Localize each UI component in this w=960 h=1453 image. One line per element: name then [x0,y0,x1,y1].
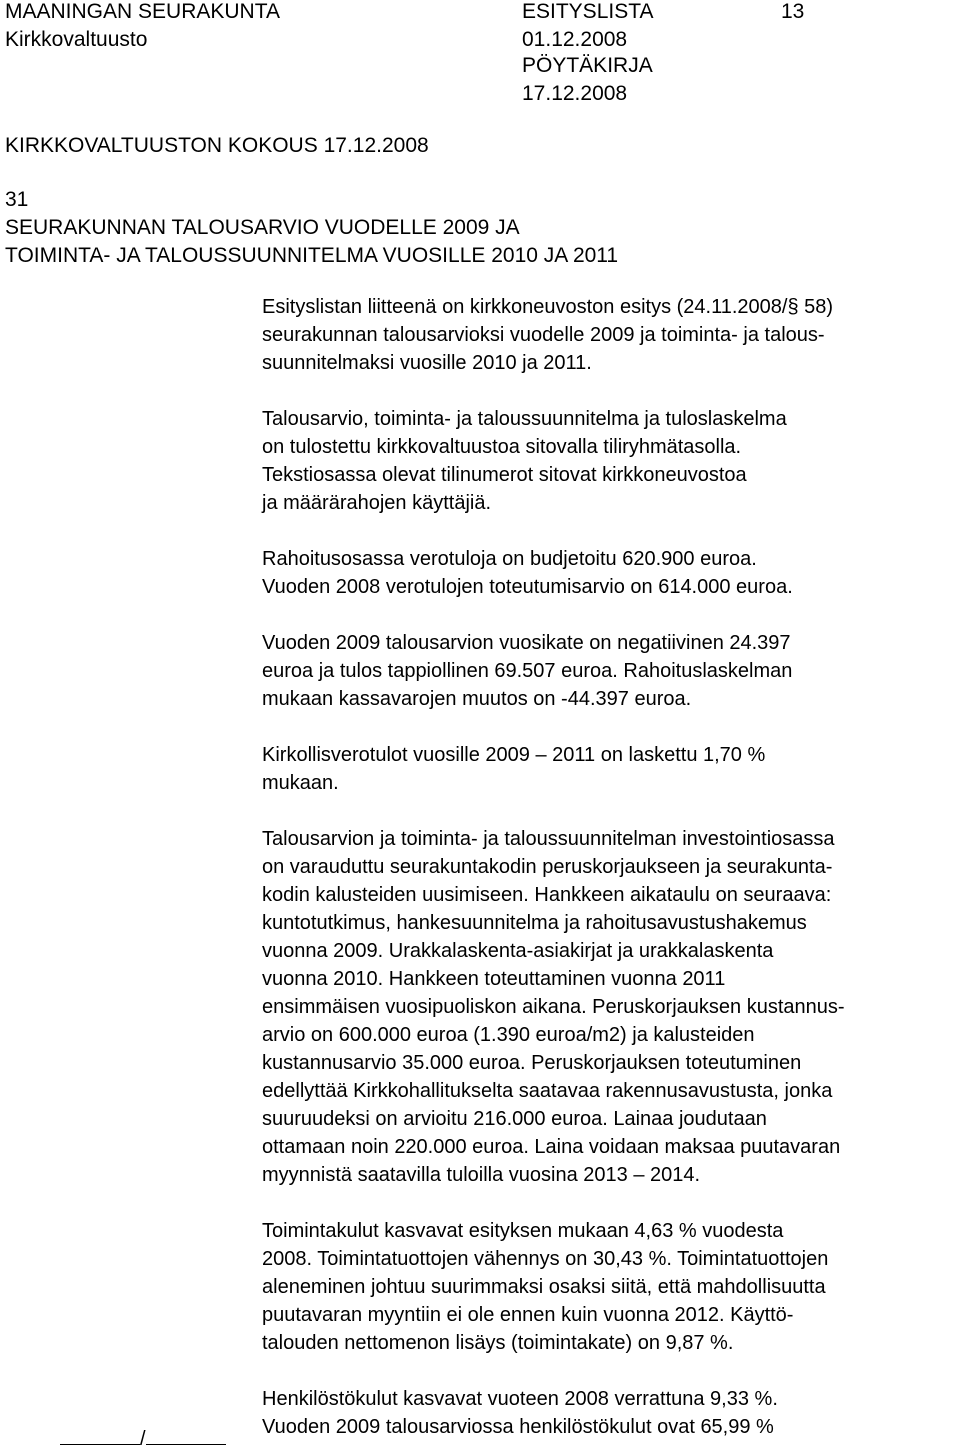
paragraph-line: kuntotutkimus, hankesuunnitelma ja rahoitusavustushakemus [262,912,807,934]
paragraph-line: Vuoden 2008 verotulojen toteutumisarvio on 614.000 euroa. [262,576,793,598]
paragraph-line: Esityslistan liitteenä on kirkkoneuvoston esitys (24.11.2008/§ 58) [262,296,834,318]
paragraph-line: arvio on 600.000 euroa (1.390 euroa/m2) ja kalusteiden [262,1024,755,1046]
paragraph-line: Toimintakulut kasvavat esityksen mukaan 4,63 % vuodesta [262,1220,784,1242]
body-name: Kirkkovaltuusto [5,28,148,51]
paragraph-line: vuonna 2010. Hankkeen toteuttaminen vuonna 2011 [262,968,726,990]
item-body [262,293,960,1441]
paragraph-line: myynnistä saatavilla tuloilla vuosina 2013 – 2014. [262,1164,701,1186]
paragraph-line: euroa ja tulos tappiollinen 69.507 euroa. Rahoituslaskelman [262,660,793,682]
paragraph [262,405,960,517]
item-title-line: TOIMINTA- JA TALOUSSUUNNITELMA VUOSILLE 2010 JA 2011 [5,244,619,267]
paragraph-line: Talousarvio, toiminta- ja taloussuunnitelma ja tuloslaskelma [262,408,787,430]
signature-separator: / [140,1428,146,1450]
paragraph-line: 2008. Toimintatuottojen vähennys on 30,43 %. Toimintatuottojen [262,1248,829,1270]
paragraph-line: Kirkollisverotulot vuosille 2009 – 2011 on laskettu 1,70 % [262,744,766,766]
paragraph-line: ensimmäisen vuosipuoliskon aikana. Peruskorjauksen kustannus- [262,996,845,1018]
paragraph-line: talouden nettomenon lisäys (toimintakate) on 9,87 %. [262,1332,734,1354]
paragraph-line: vuonna 2009. Urakkalaskenta-asiakirjat ja urakkalaskenta [262,940,774,962]
meeting-title: KIRKKOVALTUUSTON KOKOUS 17.12.2008 [5,134,429,157]
paragraph-line: suuruudeksi on arvioitu 216.000 euroa. Lainaa joudutaan [262,1108,767,1130]
paragraph-line: mukaan kassavarojen muutos on -44.397 euroa. [262,688,692,710]
paragraph [262,825,960,1189]
page-number: 13 [781,0,805,23]
paragraph [262,545,960,601]
paragraph-line: Rahoitusosassa verotuloja on budjetoitu 620.900 euroa. [262,548,757,570]
paragraph-line: suunnitelmaksi vuosille 2010 ja 2011. [262,352,592,374]
paragraph-line: mukaan. [262,772,339,794]
paragraph-line: ja määrärahojen käyttäjiä. [262,492,492,514]
paragraph-line: Tekstiosassa olevat tilinumerot sitovat kirkkoneuvostoa [262,464,747,486]
paragraph-line: puutavaran myyntiin ei ole ennen kuin vuonna 2012. Käyttö- [262,1304,794,1326]
paragraph-line: Talousarvion ja toiminta- ja taloussuunnitelman investointiosassa [262,828,835,850]
doc-type-agenda: ESITYSLISTA [522,0,654,23]
item-title-line: SEURAKUNNAN TALOUSARVIO VUODELLE 2009 JA [5,216,520,239]
paragraph-line: edellyttää Kirkkohallitukselta saatavaa rakennusavustusta, jonka [262,1080,833,1102]
paragraph [262,741,960,797]
paragraph-line: Vuoden 2009 talousarviossa henkilöstökulut ovat 65,99 % [262,1416,774,1438]
minutes-date: 17.12.2008 [522,82,628,105]
paragraph [262,1217,960,1357]
signature-line [60,1424,226,1452]
paragraph-line: Henkilöstökulut kasvavat vuoteen 2008 verrattuna 9,33 %. [262,1388,778,1410]
paragraph [262,1385,960,1441]
paragraph [262,293,960,377]
organization-name: MAANINGAN SEURAKUNTA [5,0,280,23]
initials-blank [146,1424,226,1445]
doc-type-minutes: PÖYTÄKIRJA [522,54,653,77]
paragraph-line: on varauduttu seurakuntakodin peruskorjaukseen ja seurakunta- [262,856,833,878]
item-number: 31 [5,188,29,211]
initials-blank [60,1424,140,1445]
paragraph-line: kustannusarvio 35.000 euroa. Peruskorjauksen toteutuminen [262,1052,802,1074]
paragraph [262,629,960,713]
paragraph-line: ottamaan noin 220.000 euroa. Laina voidaan maksaa puutavaran [262,1136,841,1158]
paragraph-line: kodin kalusteiden uusimiseen. Hankkeen aikataulu on seuraava: [262,884,832,906]
paragraph-line: on tulostettu kirkkovaltuustoa sitovalla tiliryhmätasolla. [262,436,742,458]
paragraph-line: seurakunnan talousarvioksi vuodelle 2009 ja toiminta- ja talous- [262,324,825,346]
agenda-date: 01.12.2008 [522,28,628,51]
paragraph-line: aleneminen johtuu suurimmaksi osaksi siitä, että mahdollisuutta [262,1276,826,1298]
paragraph-line: Vuoden 2009 talousarvion vuosikate on negatiivinen 24.397 [262,632,791,654]
